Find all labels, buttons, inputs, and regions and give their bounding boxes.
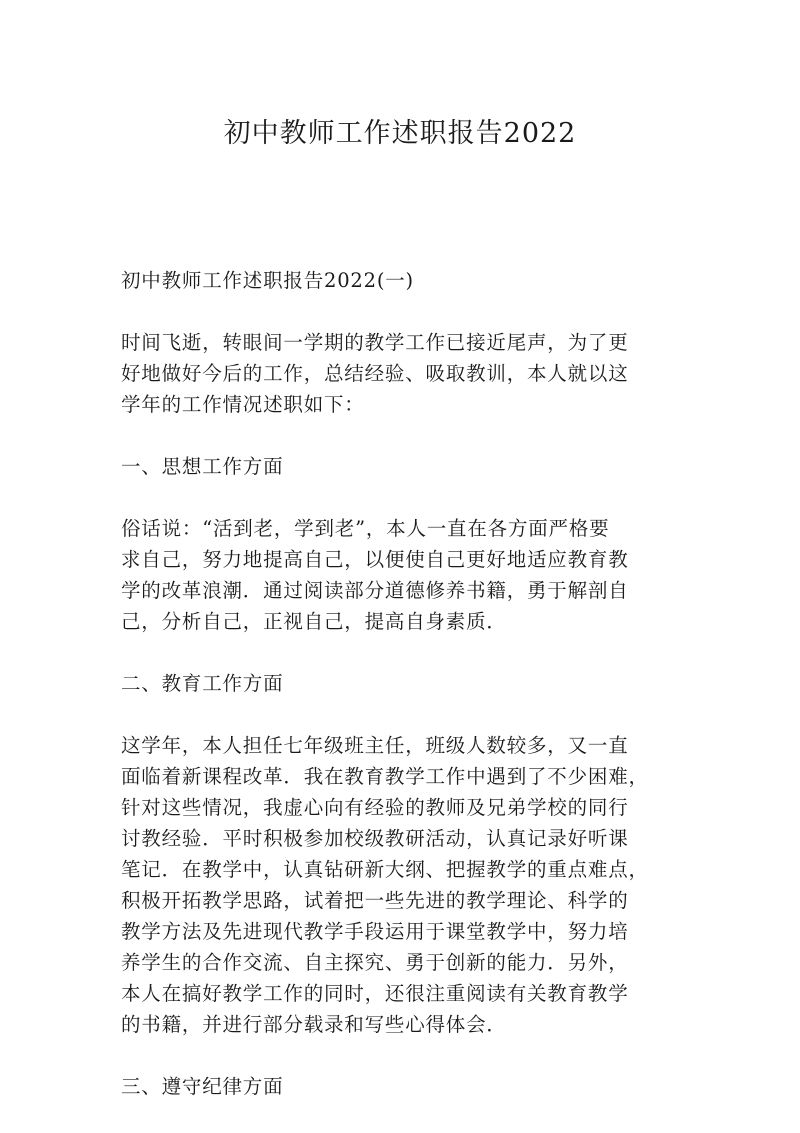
document-title: 初中教师工作述职报告2022: [223, 118, 577, 149]
section-heading-education: 二、教育工作方面: [121, 672, 284, 695]
section-paragraph-thought: 俗话说：“活到老，学到老”，本人一直在各方面严格要 求自己，努力地提高自己，以便使自己更好地适应教育教 学的改革浪潮．通过阅读部分道德修养书籍，勇于解剖自 己，分析自己，正视自己，提高自身素质．: [121, 517, 629, 633]
section-heading-thought: 一、思想工作方面: [121, 455, 284, 478]
intro-paragraph: 时间飞逝，转眼间一学期的教学工作已接近尾声，为了更 好地做好今后的工作，总结经验、吸取教训，本人就以这 学年的工作情况述职如下：: [121, 331, 629, 416]
report-subtitle: 初中教师工作述职报告2022(一): [121, 269, 414, 292]
section-heading-discipline: 三、遵守纪律方面: [121, 1075, 284, 1098]
section-paragraph-education: 这学年，本人担任七年级班主任，班级人数较多，又一直 面临着新课程改革．我在教育教学工作中遇到了不少困难， 针对这些情况，我虚心向有经验的教师及兄弟学校的同行 讨教经验．平时积极参加校级教研活动，认真记录好听课 笔记．在教学中，认真钻研新大纲、把握教学的重点难点， 积极开拓教学思路，试着把一些先进的教学理论、科学的 教学方法及先进现代教学手段运用于课堂教学中，努力培 养学生的合作交流、自主探究、勇于创新的能力．另外， 本人在搞好教学工作的同时，还很注重阅读有关教育教学 的书籍，并进行部分载录和写些心得体会．: [121, 734, 649, 1036]
document-body: [121, 265, 666, 1133]
